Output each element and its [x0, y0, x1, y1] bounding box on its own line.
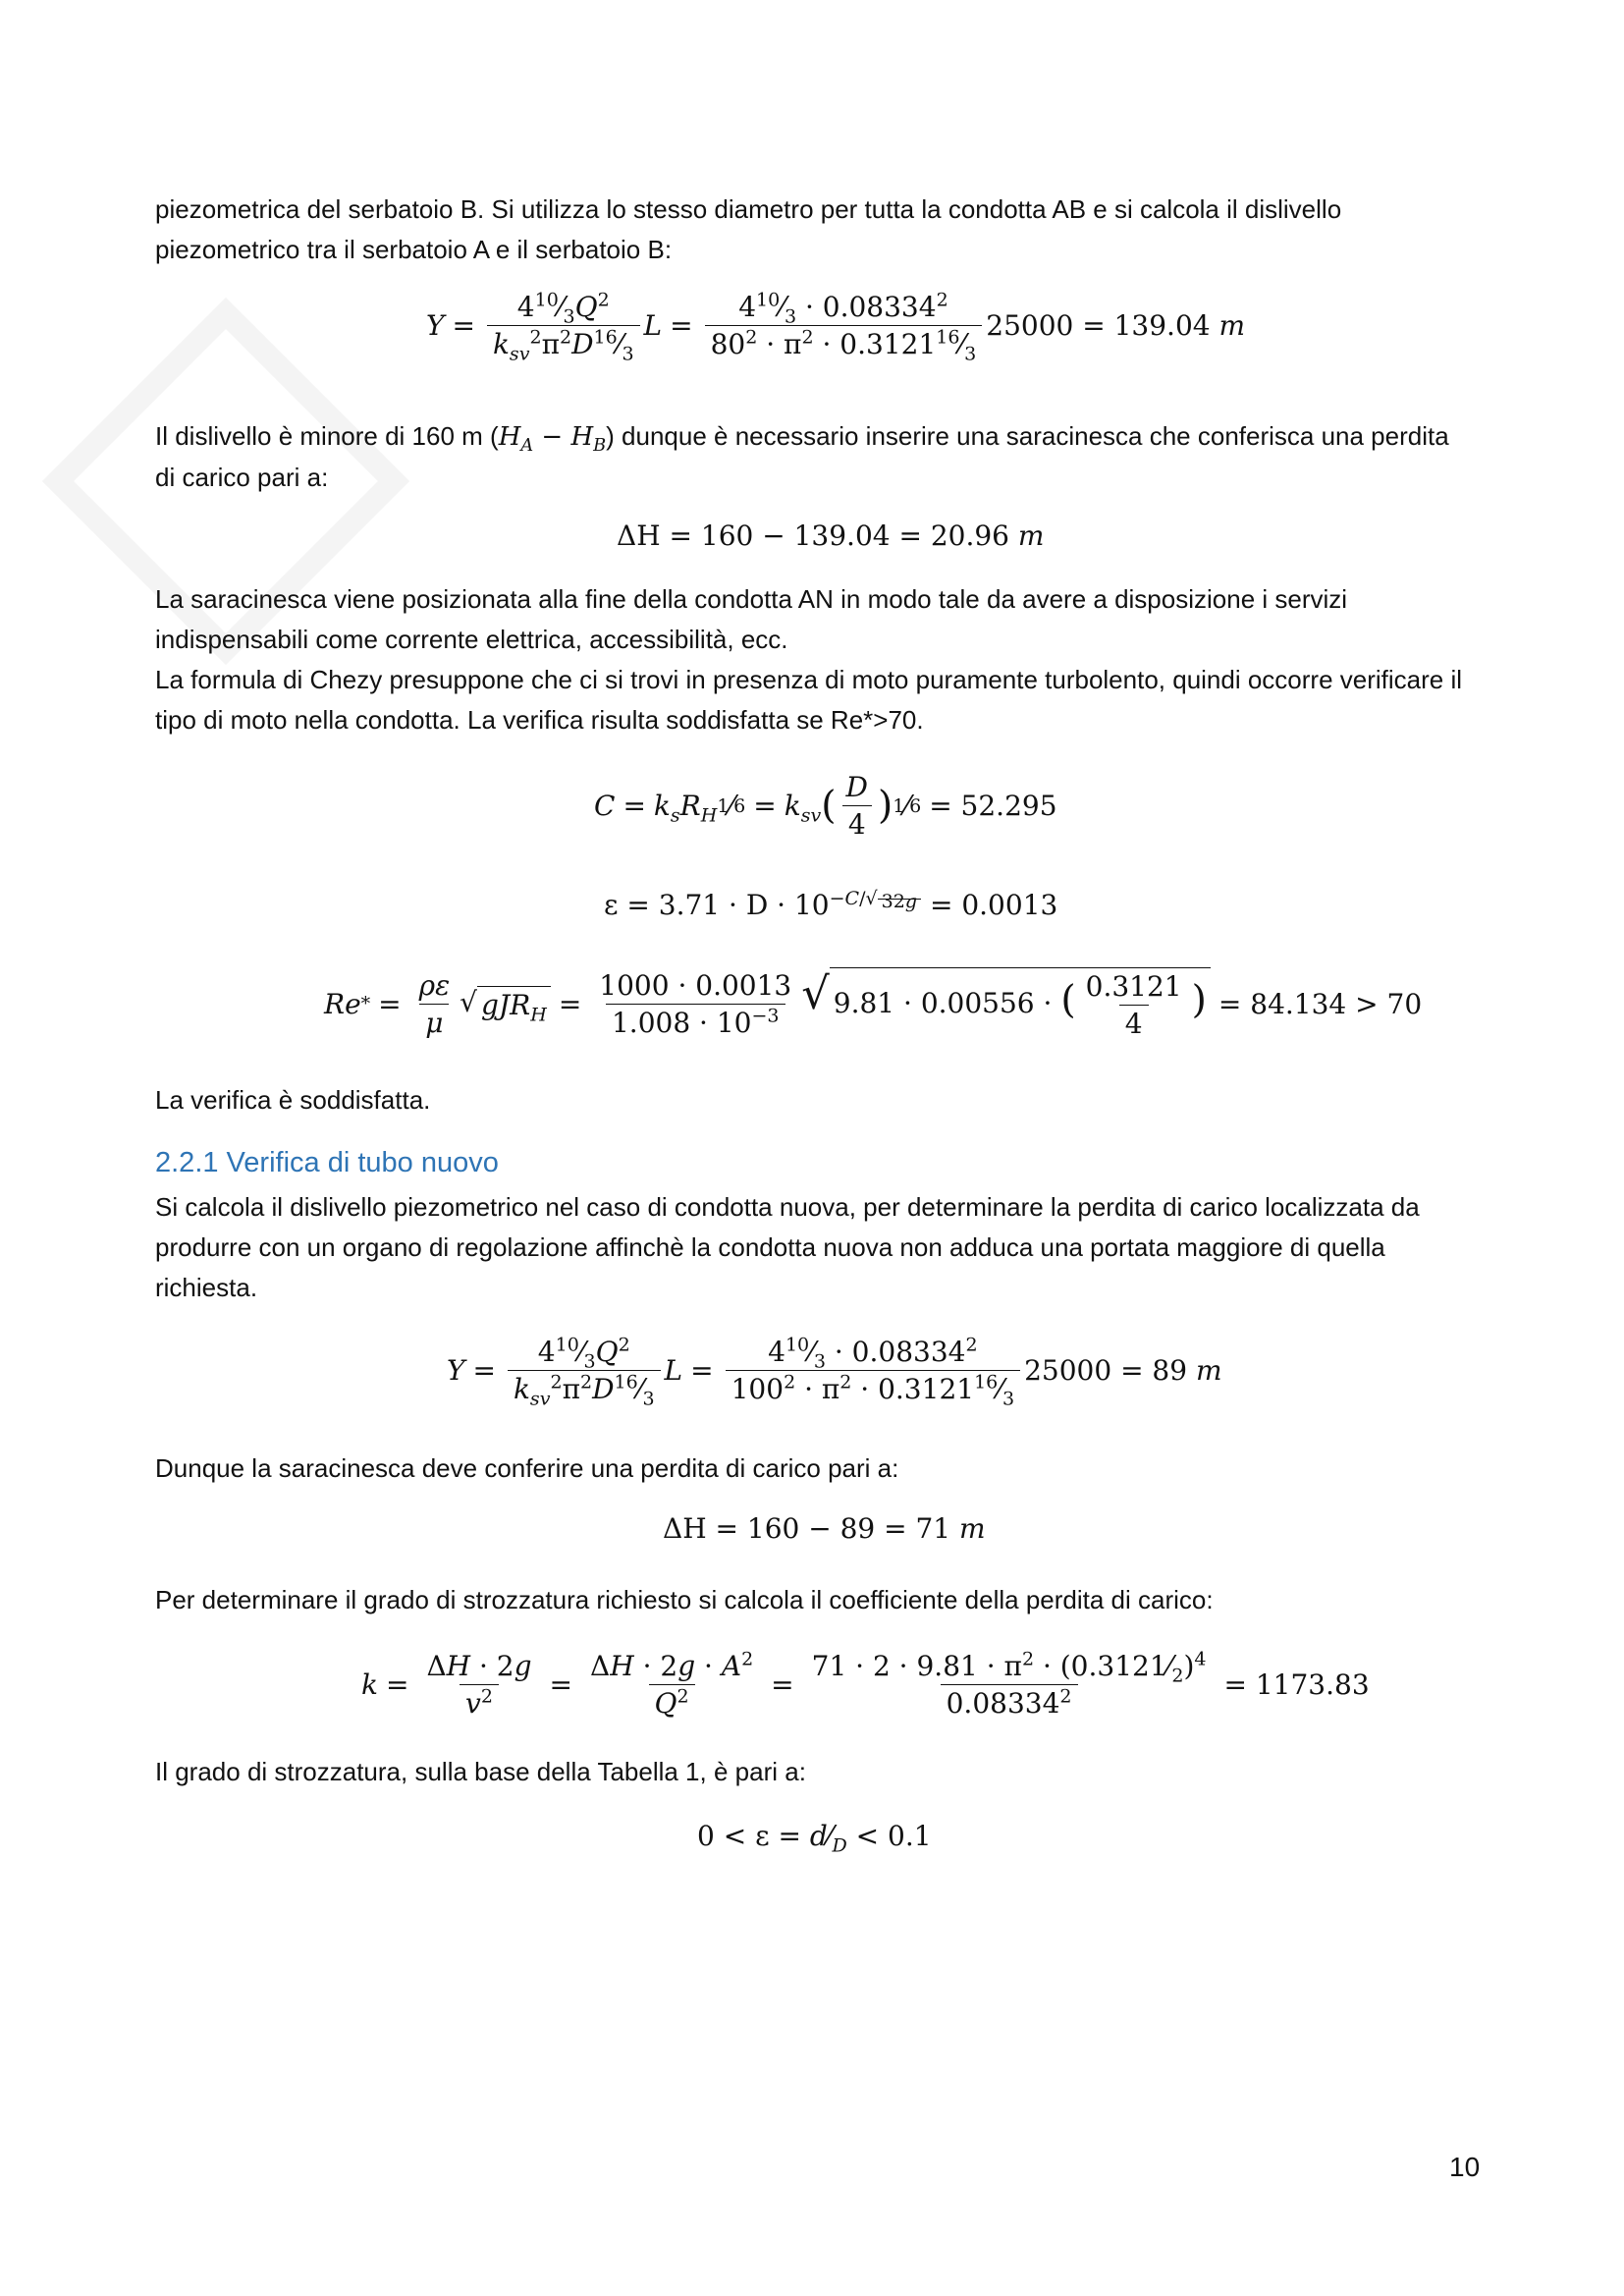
paragraph-3: La saracinesca viene posizionata alla fine della condotta AN in modo tale da avere a disposizione i servizi indispensabili come corrente elettrica, accessibilità, ecc. [155, 584, 1348, 654]
paragraph-4: La formula di Chezy presuppone che ci si trovi in presenza di moto puramente turbolento, quindi occorre verificare il tipo di moto nella condotta. La verifica risulta soddisfatta se Re*>70. [155, 665, 1463, 735]
paragraph-5: La verifica è soddisfatta. [155, 1085, 431, 1115]
section-heading: 2.2.1 Verifica di tubo nuovo [155, 1147, 499, 1178]
equation-delta-h-2: ΔH = 160 − 89 = 71 m [663, 1512, 986, 1545]
equation-y-new: Y = $\frac{4^{10}⁄_3Q^2}{k_{sv}^2\pi^2D^{16}⁄_3}$ L = $\frac{4^{10}⁄_3 \cdot 0.08334^2}{100^2 \cdot \pi^2 \cdot 0.3121^{16}⁄_3}$ 25000 = 89 m [447, 1334, 1222, 1410]
paragraph-6: Si calcola il dislivello piezometrico nel caso di condotta nuova, per determinare la perdita di carico localizzata da produrre con un organo di regolazione affinchè la condotta nuova non adduca una portata maggiore di quella richiesta. [155, 1192, 1420, 1302]
equation-k: k = $\frac{\Delta H \cdot 2g}{v^2}$ = $\frac{\Delta H \cdot 2g \cdot A^2}{Q^2}$ = $\frac{71 \cdot 2 \cdot 9.81 \cdot \pi^2 \cdot (0.3121⁄_2)^4}{0.08334^2}$ = 1173.83 [361, 1648, 1370, 1720]
equation-chezy: C = $k_sR_H$ 1 ⁄ 6 = $k_{sv}$ ( $\frac{D}{4}$ ) 1 ⁄ 6 = 52.295 [594, 771, 1057, 841]
equation-strozzatura: $0 < \varepsilon = d⁄_D < 0.1$ [697, 1820, 932, 1857]
page-number: 10 [1449, 2152, 1481, 2182]
paragraph-9: Il grado di strozzatura, sulla base della Tabella 1, è pari a: [155, 1757, 806, 1786]
equation-y-old: Y = $\frac{4^{10}⁄_3Q^2}{k_{sv}^2\pi^2D^{16}⁄_3}$ L = $\frac{4^{10}⁄_3 \cdot 0.08334^2}{80^2 \cdot \pi^2 \cdot 0.3121^{16}⁄_3}$ 25000 = 139.04 m [426, 289, 1246, 365]
paragraph-2: Il dislivello è minore di 160 m $(H_A - H_B)$ dunque è necessario inserire una saracinesca che conferisca una perdita di carico pari a: [155, 421, 1449, 492]
paragraph-1: piezometrica del serbatoio B. Si utilizza lo stesso diametro per tutta la condotta AB e si calcola il dislivello piezometrico tra il serbatoio A e il serbatoio B: [155, 194, 1342, 264]
paragraph-7: Dunque la saracinesca deve conferire una perdita di carico pari a: [155, 1453, 899, 1483]
paragraph-8: Per determinare il grado di strozzatura richiesto si calcola il coefficiente della perdita di carico: [155, 1585, 1214, 1614]
equation-reynolds: Re * = $\frac{\rho\varepsilon}{\mu}$ √ gJR$_H$ = $\frac{1000 \cdot 0.0013}{1.008 \cdot 10^{-3}}$ √ 9.81 · 0.00556 · ( $\frac{0.3121}{4}$ ) = 84.134 > 70 [324, 967, 1423, 1040]
equation-delta-h-1: ΔH = 160 − 139.04 = 20.96 m [617, 519, 1045, 552]
equation-epsilon: $\varepsilon = 3.71 \cdot D \cdot 10^{-C/ √ 32g}$ = 0.0013 [604, 887, 1058, 921]
